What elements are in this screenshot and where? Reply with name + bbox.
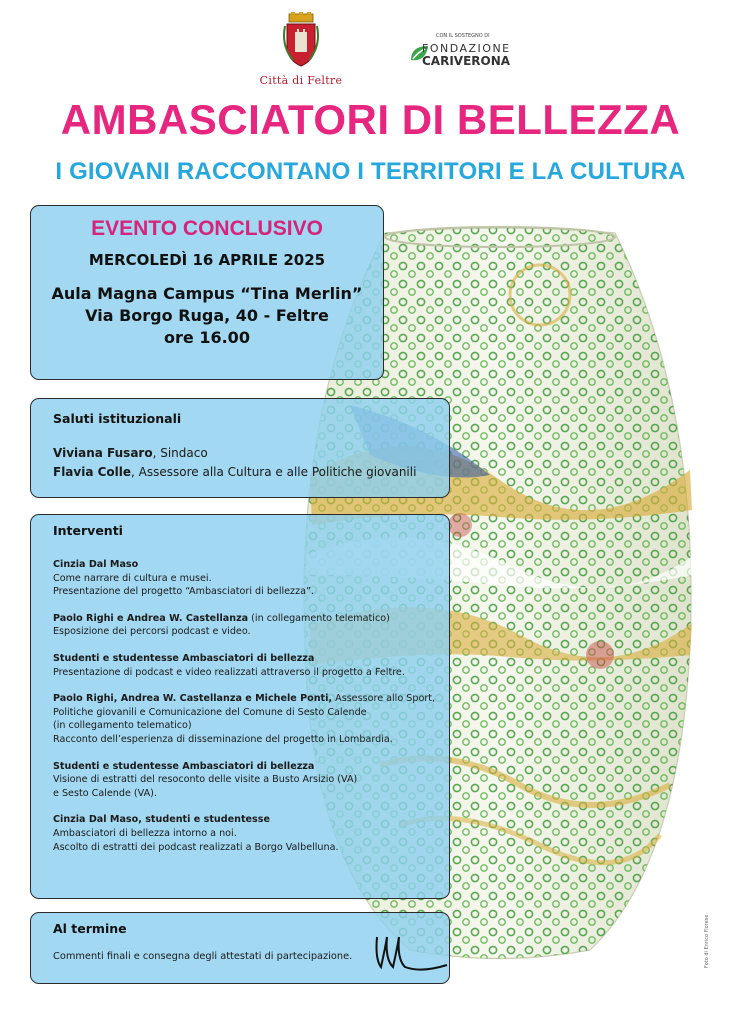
greetings-box xyxy=(30,398,450,498)
city-name: Città di Feltre xyxy=(259,74,343,87)
talk-speakers: Paolo Righi e Andrea W. Castellanza (in collegamento telematico) xyxy=(53,612,390,624)
talk-description-line: Presentazione del progetto “Ambasciatori di bellezza”. xyxy=(53,586,315,598)
talk-description-line: e Sesto Calende (VA). xyxy=(53,787,157,799)
event-label: EVENTO CONCLUSIVO xyxy=(91,217,323,240)
talk-item xyxy=(53,652,449,679)
event-time: ore 16.00 xyxy=(164,328,250,347)
coat-of-arms-icon xyxy=(281,12,321,68)
photo-credit: Foto di Enrico Fiorese xyxy=(704,914,710,968)
talks-box xyxy=(30,514,450,899)
talk-item xyxy=(53,692,449,746)
closing-box xyxy=(30,912,450,984)
talk-speakers: Paolo Righi, Andrea W. Castellanza e Michele Ponti, Assessore allo Sport, xyxy=(53,693,436,705)
talks-heading: Interventi xyxy=(53,523,123,538)
signature-mark xyxy=(371,929,451,973)
greeting-person: Flavia Colle, Assessore alla Cultura e alle Politiche giovanili xyxy=(53,465,417,479)
talk-description-line: Esposizione dei percorsi podcast e video. xyxy=(53,626,251,638)
page-subtitle: I GIOVANI RACCONTANO I TERRITORI E LA CULTURA xyxy=(55,158,686,185)
talk-item xyxy=(53,760,449,801)
talk-item xyxy=(53,612,449,639)
talk-description-line: Politiche giovanili e Comunicazione del Comune di Sesto Calende xyxy=(53,706,367,718)
greeting-person: Viviana Fusaro, Sindaco xyxy=(53,446,208,460)
page-title: AMBASCIATORI DI BELLEZZA xyxy=(60,96,681,143)
event-address: Via Borgo Ruga, 40 - Feltre xyxy=(85,306,329,325)
city-logo xyxy=(246,12,356,87)
talk-description-line: (in collegamento telematico) xyxy=(53,720,192,732)
closing-text: Commenti finali e consegna degli attestati di partecipazione. xyxy=(53,951,353,962)
talk-item xyxy=(53,813,449,854)
talk-description-line: Racconto dell’esperienza di disseminazione del progetto in Lombardia. xyxy=(53,733,393,745)
sponsor-pretext: CON IL SOSTEGNO DI xyxy=(436,33,490,39)
event-date: MERCOLEDÌ 16 APRILE 2025 xyxy=(88,251,326,269)
sponsor-name-line2: CARIVERONA xyxy=(422,54,511,68)
talk-description-line: Ascolto di estratti dei podcast realizzati a Borgo Valbelluna. xyxy=(53,841,339,853)
talk-item xyxy=(53,558,449,599)
sponsor-name-line1: FONDAZIONE xyxy=(422,42,511,55)
event-box xyxy=(30,205,384,380)
talk-description-line: Come narrare di cultura e musei. xyxy=(53,572,212,584)
closing-heading: Al termine xyxy=(53,921,127,936)
talk-speakers: Studenti e studentesse Ambasciatori di bellezza xyxy=(53,652,315,664)
talk-description-line: Ambasciatori di bellezza intorno a noi. xyxy=(53,827,237,839)
talk-description-line: Presentazione di podcast e video realizzati attraverso il progetto a Feltre. xyxy=(53,666,405,678)
talk-speakers: Cinzia Dal Maso xyxy=(53,559,139,570)
talk-speakers: Cinzia Dal Maso, studenti e studentesse xyxy=(53,814,270,826)
talk-description-line: Visione di estratti del resoconto delle visite a Busto Arsizio (VA) xyxy=(53,774,358,786)
event-venue: Aula Magna Campus “Tina Merlin” xyxy=(51,284,363,303)
greetings-heading: Saluti istituzionali xyxy=(53,411,182,426)
talk-speakers: Studenti e studentesse Ambasciatori di bellezza xyxy=(53,760,315,772)
talks-list xyxy=(53,558,449,854)
